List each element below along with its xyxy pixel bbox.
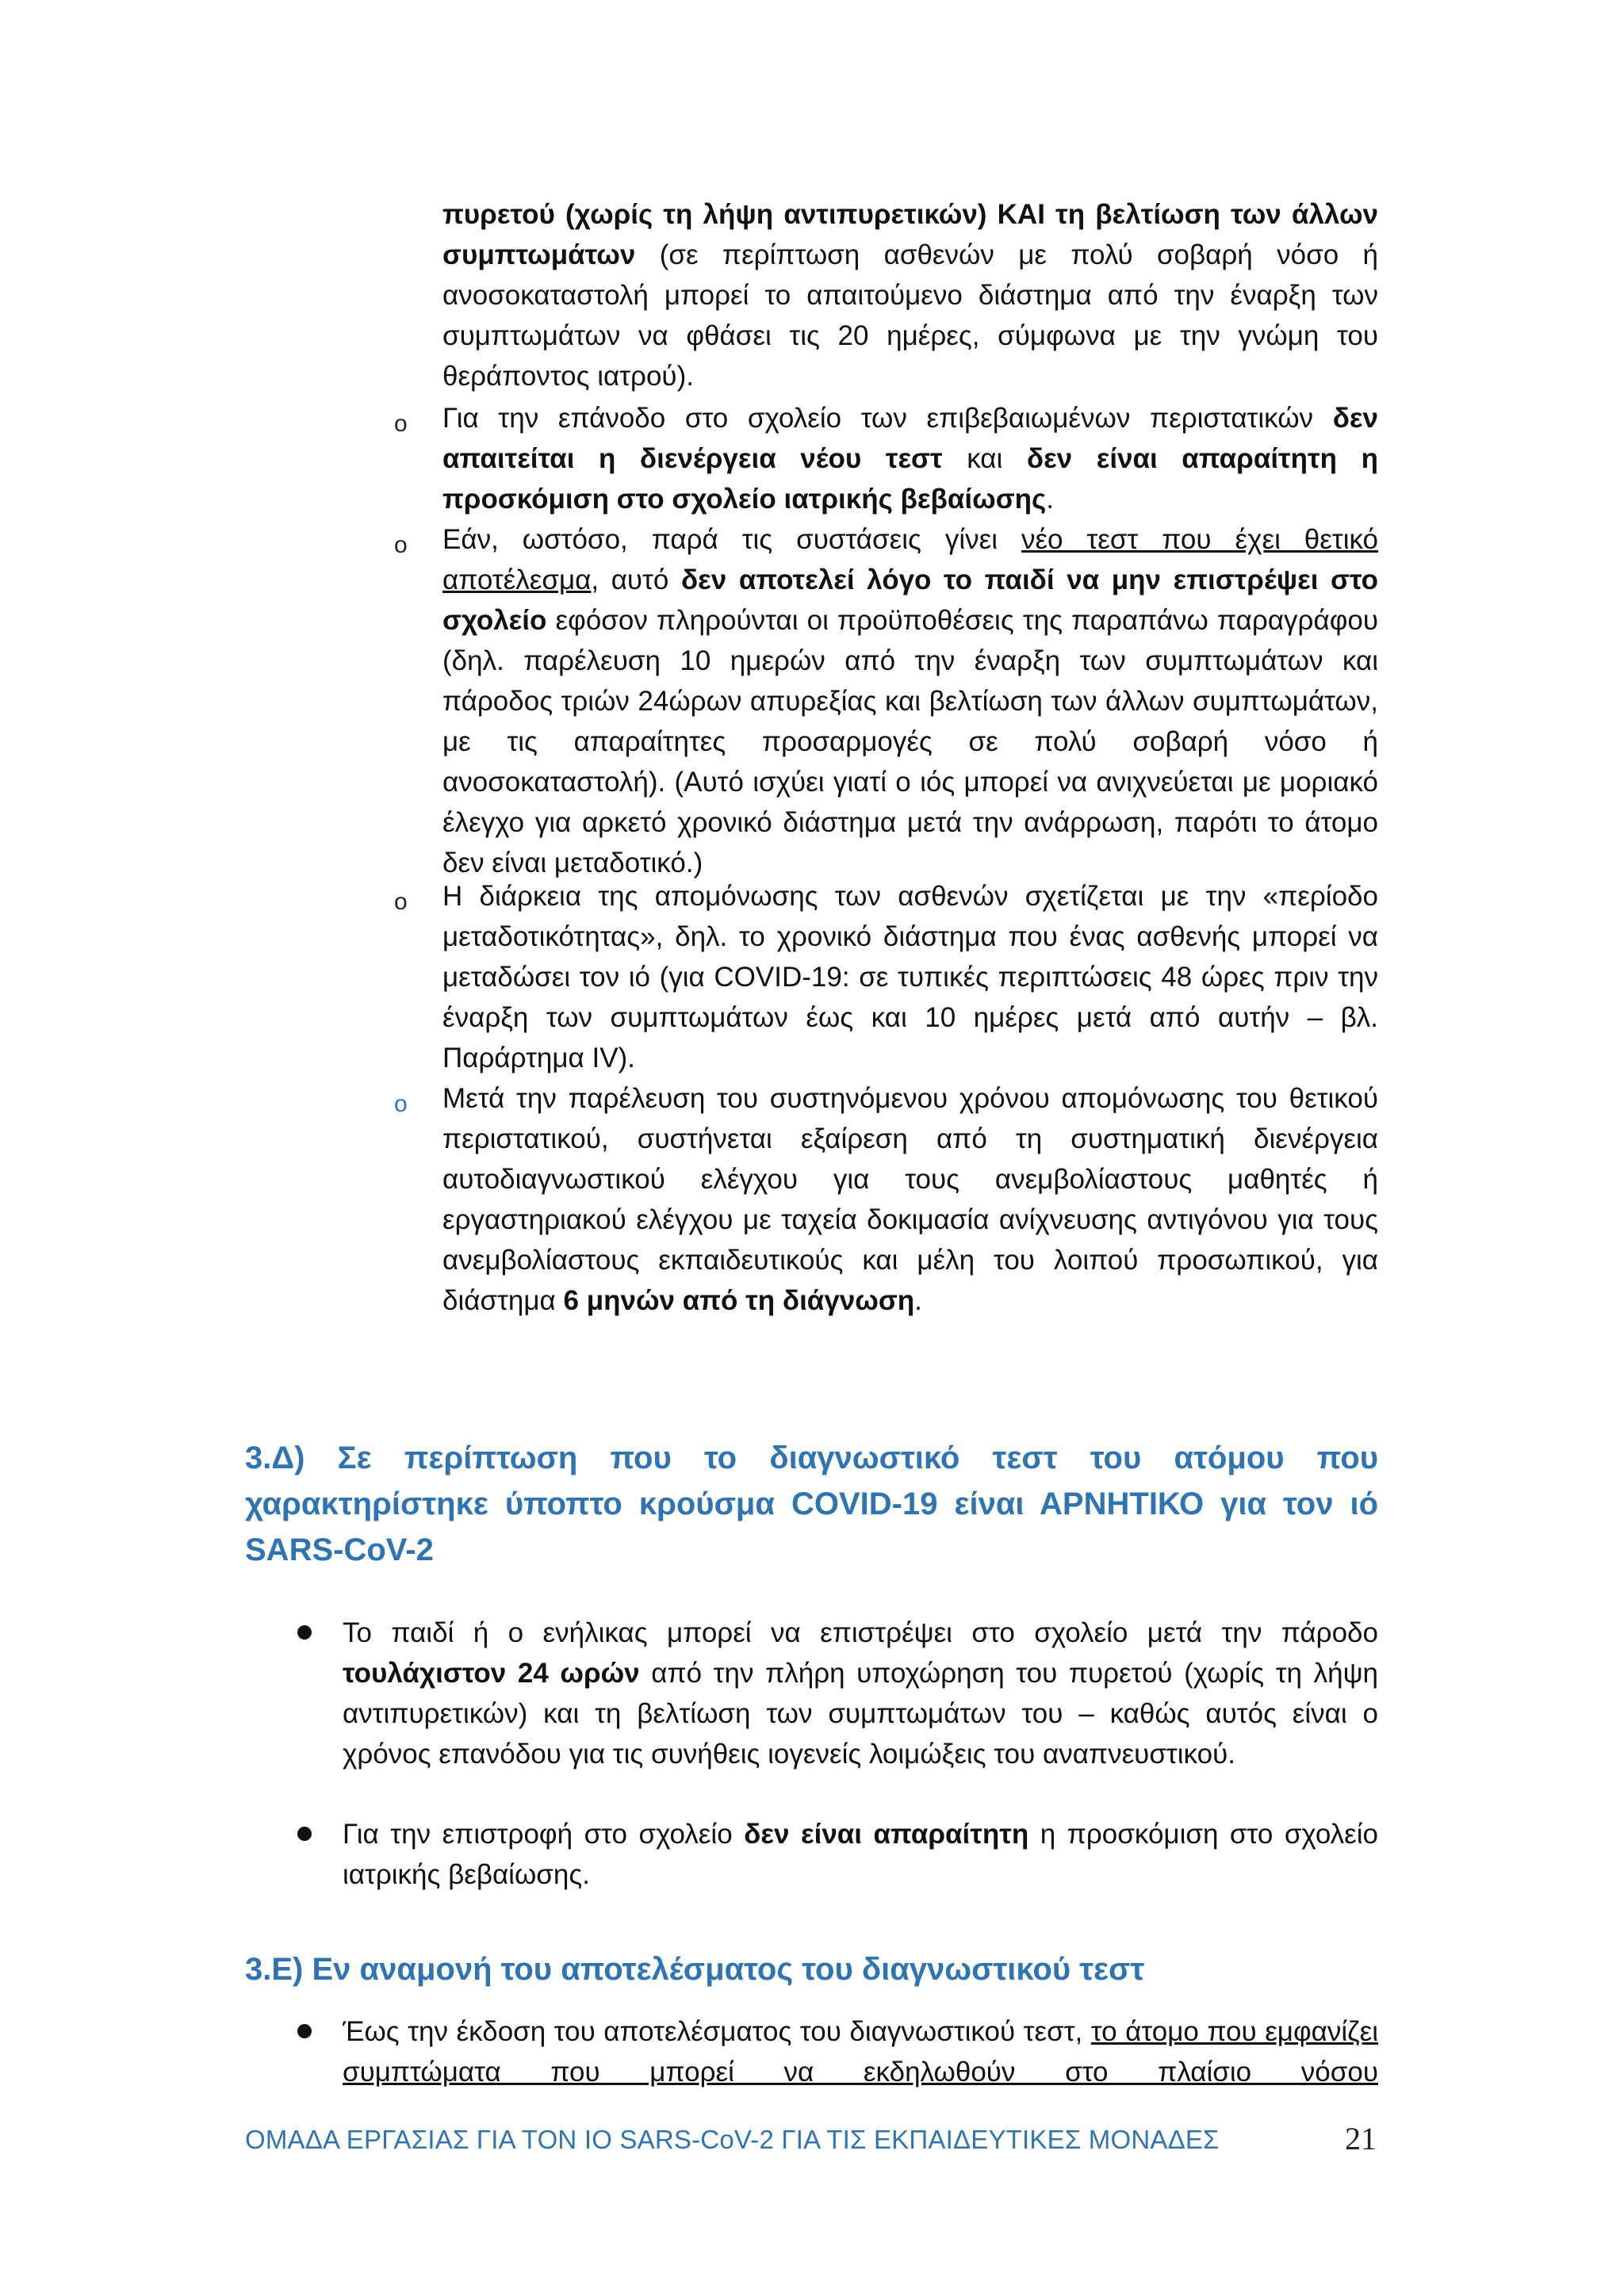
section-3e-bullet-1 bbox=[343, 2011, 1378, 2092]
sub-item-2-text-c: εφόσον πληρούνται οι προϋποθέσεις της παραπάνω παραγράφου (δηλ. παρέλευση 10 ημερών από την έναρξη των συμπτωμάτων και πάροδος τριών 24ώρων απυρεξίας και βελτίωση των άλλων συμπτωμάτων, με τις απαραίτητες προσαρμογές σε πολύ σοβαρή νόσο ή ανοσοκαταστολή). (Αυτό ισχύει γιατί ο ιός μπορεί να ανιχνεύεται με μοριακό έλεγχο για αρκετό χρονικό διάστημα μετά την ανάρρωση, παρότι το άτομο δεν είναι μεταδοτικό.) bbox=[442, 605, 1378, 878]
section-3e-heading bbox=[245, 1946, 1378, 1992]
sub-item-2-text-b: , αυτό bbox=[591, 564, 681, 595]
bullet-icon bbox=[297, 1625, 312, 1640]
section-3d-bullet-1-text-a: Το παιδί ή ο ενήλικας μπορεί να επιστρέψει στο σχολείο μετά την πάροδο bbox=[343, 1617, 1378, 1648]
sub-item-4-text-b: . bbox=[914, 1285, 922, 1316]
section-3e-bullet-1-text: Έως την έκδοση του αποτελέσματος του διαγνωστικού τεστ, bbox=[343, 2016, 1091, 2047]
section-3d-heading-line-2: χαρακτηρίστηκε ύποπτο κρούσμα COVID-19 είναι ΑΡΝΗΤΙΚΟ για τον ιό bbox=[245, 1487, 1378, 1521]
bullet-icon bbox=[297, 1827, 312, 1841]
intro-continuation-paragraph bbox=[442, 194, 1378, 396]
sub-item-1-text-a: Για την επάνοδο στο σχολείο των επιβεβαιωμένων περιστατικών bbox=[442, 403, 1333, 434]
section-3d-bullet-2-bold: δεν είναι απαραίτητη bbox=[744, 1819, 1029, 1850]
sub-item-2-bold: δεν αποτελεί λόγο το παιδί να μην επιστρέψει στο σχολείο bbox=[442, 564, 1378, 636]
bullet-icon bbox=[297, 2024, 312, 2038]
sub-item-1-bold-a: δεν απαιτείται η διενέργεια νέου τεστ bbox=[442, 403, 1378, 474]
section-3d-bullet-1 bbox=[343, 1613, 1378, 1774]
section-3d-bullet-1-bold: τουλάχιστον 24 ωρών bbox=[343, 1658, 640, 1689]
sub-item-1 bbox=[442, 398, 1378, 519]
sub-item-3-text: Η διάρκεια της απομόνωσης των ασθενών σχετίζεται με την «περίοδο μεταδοτικότητας», δηλ. το χρονικό διάστημα που ένας ασθενής μπορεί να μεταδώσει τον ιό (για COVID-19: σε τυπικές περιπτώσεις 48 ώρες πριν την έναρξη των συμπτωμάτων έως και 10 ημέρες μετά από αυτήν – βλ. Παράρτημα IV). bbox=[442, 881, 1378, 1073]
section-3d-heading-line-1: 3.Δ) Σε περίπτωση που το διαγνωστικό τεστ του ατόμου που bbox=[245, 1441, 1378, 1475]
intro-line-1: πυρετού (χωρίς τη λήψη αντιπυρετικών) ΚΑΙ τη βελτίωση των άλλων bbox=[442, 199, 1378, 230]
footer-text: ΟΜΑΔΑ ΕΡΓΑΣΙΑΣ ΓΙΑ ΤΟΝ ΙΟ SARS-CoV-2 ΓΙΑ ΤΙΣ ΕΚΠΑΙΔΕΥΤΙΚΕΣ ΜΟΝΑΔΕΣ bbox=[245, 2125, 1220, 2154]
sub-item-3 bbox=[442, 876, 1378, 1078]
sub-item-marker: o bbox=[394, 1091, 408, 1117]
sub-item-marker: o bbox=[394, 889, 408, 915]
sub-item-4-text-a: Μετά την παρέλευση του συστηνόμενου χρόνου απομόνωσης του θετικού περιστατικού, συστήνεται εξαίρεση από τη συστηματική διενέργεια αυτοδιαγνωστικού ελέγχου για τους ανεμβολίαστους μαθητές ή εργαστηριακού ελέγχου με ταχεία δοκιμασία ανίχνευσης αντιγόνου για τους ανεμβολίαστους εκπαιδευτικούς και μέλη του λοιπού προσωπικού, για διάστημα bbox=[442, 1083, 1378, 1316]
sub-item-marker: o bbox=[394, 411, 408, 437]
sub-item-1-bold-b: δεν είναι απαραίτητη η προσκόμιση στο σχολείο ιατρικής βεβαίωσης bbox=[442, 443, 1378, 515]
section-3d-bullet-1-text-b: από την πλήρη υποχώρηση του πυρετού (χωρίς τη λήψη αντιπυρετικών) και τη βελτίωση των συμπτωμάτων του – καθώς αυτός είναι ο χρόνος επανόδου για τις συνήθεις ιογενείς λοιμώξεις του αναπνευστικού. bbox=[343, 1658, 1378, 1770]
sub-item-marker: o bbox=[394, 532, 408, 558]
section-3d-heading-line-3: SARS-CoV-2 bbox=[245, 1533, 434, 1567]
sub-item-2 bbox=[442, 519, 1378, 883]
section-3d-bullet-2-text-a: Για την επιστροφή στο σχολείο bbox=[343, 1819, 745, 1850]
page-number: 21 bbox=[1345, 2121, 1377, 2156]
section-3e-bullet-1-underlined: το άτομο που εμφανίζει συμπτώματα που μπορεί να εκδηλωθούν στο πλαίσιο νόσου bbox=[343, 2016, 1378, 2087]
section-3d-bullet-2 bbox=[343, 1814, 1378, 1895]
sub-item-4 bbox=[442, 1078, 1378, 1321]
sub-item-1-text-c: . bbox=[1046, 484, 1054, 515]
intro-rest bbox=[442, 239, 1378, 392]
sub-item-2-text-a: Εάν, ωστόσο, παρά τις συστάσεις γίνει bbox=[442, 524, 1021, 555]
sub-item-4-bold: 6 μηνών από τη διάγνωση bbox=[563, 1285, 915, 1316]
sub-item-1-text-b: και bbox=[942, 443, 1027, 474]
intro-bold-symptoms: συμπτωμάτων bbox=[442, 239, 636, 270]
section-3d-bullet-2-text-b: η προσκόμιση στο σχολείο ιατρικής βεβαίωσης. bbox=[343, 1819, 1379, 1890]
section-3e-heading-line: 3.Ε) Εν αναμονή του αποτελέσματος του διαγνωστικού τεστ bbox=[245, 1952, 1145, 1987]
sub-item-2-underlined: νέο τεστ που έχει θετικό αποτέλεσμα bbox=[442, 524, 1379, 595]
section-3d-heading bbox=[245, 1435, 1378, 1573]
intro-rest-text: (σε περίπτωση ασθενών με πολύ σοβαρή νόσο ή ανοσοκαταστολή μπορεί το απαιτούμενο διάστημα από την έναρξη των συμπτωμάτων να φθάσει τις 20 ημέρες, σύμφωνα με την γνώμη του θεράποντος ιατρού). bbox=[442, 239, 1378, 392]
